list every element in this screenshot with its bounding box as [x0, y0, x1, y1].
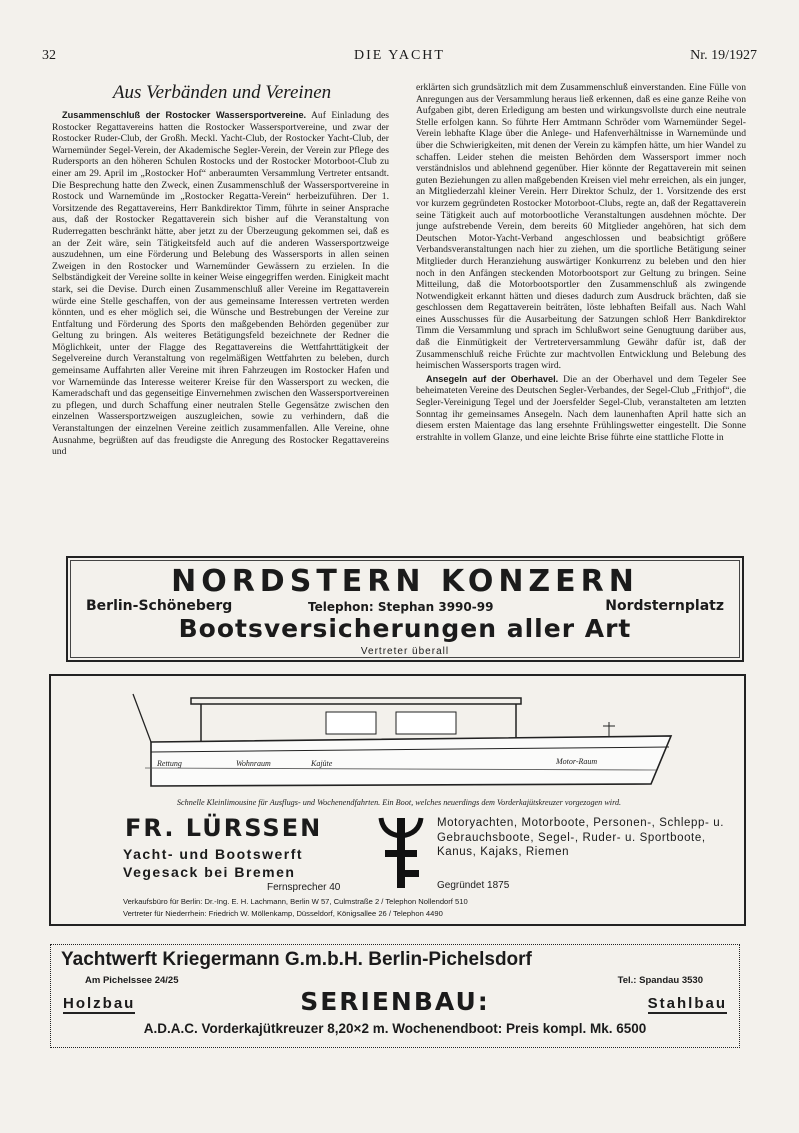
kriegermann-offer: A.D.A.C. Vorderkajütkreuzer 8,20×2 m. Wochenendboot: Preis kompl. Mk. 6500	[143, 1021, 647, 1036]
section-title: Aus Verbänden und Vereinen	[112, 82, 332, 103]
ad-luerssen	[49, 674, 746, 926]
drawing-label-4: Motor-Raum	[556, 757, 598, 766]
kriegermann-stahlbau: Stahlbau	[647, 995, 727, 1012]
page-number: 32	[42, 48, 56, 63]
kriegermann-holzbau: Holzbau	[63, 995, 136, 1012]
article-right-column	[416, 82, 746, 546]
ad-kriegermann	[50, 944, 740, 1048]
article-lead-heading: Zusammenschluß der Rostocker Wassersportvereine.	[62, 110, 307, 120]
motorboat-drawing	[131, 684, 691, 794]
kriegermann-address: Am Pichelssee 24/25	[85, 975, 179, 986]
luerssen-phone: Fernsprecher 40	[267, 882, 341, 893]
article-left-text: Auf Einladung des Rostocker Regattavereins hatten die Rostocker Wassersportvereine, und zwar der Rostocker Ruder-Club, der Großh. Meckl. Yacht-Club, der Rostocker Yacht-Club, der Warnemünder Segel-Verein, der Akademische Segler-Verein, der Verein zur Pflege des Rudersports an den höheren Schulen Rostocks und der Rostocker Motorboot-Club zu einer am 29. April im „Rostocker Hof“ anberaumten Versammlung Vertreter entsandt. Die Besprechung hatte den Zweck, einen Zusammenschluß der Wassersportvereine in Rostock und Warnemünde im „Rostocker Regatta-Verein“ herbeizuführen. Der 1. Vorsitzende des Regattavereins, Herr Bankdirektor Timm, führte in seiner Ansprache aus, daß der Rostocker Regattaverein sich bisher auf die Veranstaltung von Ruderregatten beschränkt hätte, aber jetzt zu der Überzeugung gekommen sei, daß es an der Zeit wäre, sein Tätigkeitsfeld auch auf die anderen Wassersportzweige auszudehnen, um eine Förderung und Belebung des Wassersports in allen seinen Zweigen in den Rostocker und Warnemünder Gewässern zu erzielen. In die Selbständigkeit der Vereine sollte in keiner Weise eingegriffen werden. Einigkeit macht stark, sei die Devise. Durch einen Zusammenschluß aller Vereine im Regattaverein würde eine Stelle geschaffen, von der aus gemeinsame Interessen vertreten werden könnten, und es eher möglich sei, die Wünsche und Bestrebungen der Vereine zur Entfaltung und Förderung des Sports den maßgebenden Behörden gegenüber zur Geltung zu bringen. Als weiteres Betätigungsfeld bezeichnete der Redner die Möglichkeit, unter der Flagge des Regattavereins die Wettfahrttätigkeit der Segelvereine durch Veranstaltung von regelmäßigen Wettfahrten zu beleben, durch gemeinsame Auffahrten aller Vereine mit ihren Fahrzeugen im Rostocker Hafen und vor Warnemünde das Interesse weiterer Kreise für den Wassersport zu wecken, die Kameradschaft und das gegenseitige Einvernehmen zwischen den Wassersportvereinen zu pflegen, und durch Schaffung einer neutralen Stelle Gegensätze zwischen den einzelnen Wassersportzweigen auszugleichen, sowie zu verhindern, daß die Veranstaltungen der einzelnen Vereine zeitlich zusammenfallen. Alle Vereine, ohne Ausnahme, begrüßten auf das freudigste die Anregung des Rostocker Regattavereins und	[52, 110, 389, 458]
article-right-text: erklärten sich grundsätzlich mit dem Zusammenschluß einverstanden. Eine Fülle von Anregungen aus der Versammlung heraus ließ erkennen, daß es eine ganze Reihe von Aufgaben gibt, deren Erledigung am besten und wirkungsvollste durch eine neutrale Stelle erfolgen kann. So führte Herr Amtmann Schröder vom Warnemünder Segel-Verein lebhafte Klage über die Anlege- und Hafenverhältnisse in Warnemünde und über die Schwierigkeiten, mit denen der Verein zu kämpfen hätte, um hier Wandel zu schaffen. Leider stehen die meisten Behörden dem Wassersport immer noch verständnislos und ablehnend gegenüber. Hier könnte der Regattaverein mit seinen guten Beziehungen zu allen maßgebenden Kreisen viel mehr erreichen, als ein junger, an Mitgliederzahl kleiner Verein. Herr Direktor Schulz, der 1. Vorsitzende des erst vor kurzem gegründeten Rostocker Motorboot-Clubs, regte an, daß der Regattaverein seine Tätigkeit auch auf motorbootliche Veranstaltungen ausdehnen möchte. Der junge aufstrebende Verein, dem bereits 60 Mitglieder angehören, hat sich dem Deutschen Motor-Yacht-Verband angeschlossen und beabsichtigt größere Verbandsveranstaltungen nach hier zu ziehen, um die sportliche Betätigung seiner Mitglieder durch Heranziehung auswärtiger Konkurrenz zu beleben und den hier noch in den Anfängen steckenden Motorbootsport zur Geltung zu bringen. Seine Mitteilung, daß die Motorbootsportler den Zusammenschluß als zwingende Notwendigkeit erkannt hätten und dieses dadurch zum Ausdruck brächten, daß sie geschlossen dem Regattaverein beiträten, löste lebhaften Beifall aus. Nach Wahl eines Ausschusses für die Ausarbeitung der Satzungen schloß Herr Bankdirektor Timm die Versammlung und sprach im Schlußwort seine Genugtuung darüber aus, daß die Einmütigkeit der Vertreterversammlung Gewähr dafür ist, daß der Zusammenschluß reiche Früchte zur machtvollen Entwicklung und Belebung des heimischen Wassersports tragen wird.	[416, 82, 746, 372]
luerssen-tagline-1: Yacht- und Bootswerft	[123, 846, 304, 862]
luerssen-founded: Gegründet 1875	[437, 880, 510, 891]
article-left-column	[52, 110, 389, 546]
luerssen-logo	[377, 814, 425, 894]
nordstern-phone: Telephon: Stephan 3990-99	[308, 600, 494, 614]
nordstern-agents: Vertreter überall	[360, 646, 450, 657]
drawing-label-1: Rettung	[157, 759, 182, 768]
nordstern-place: Nordsternplatz	[605, 598, 724, 614]
article-right-text-2: Die an der Oberhavel und dem Tegeler See beheimateten Vereine des Deutschen Segler-Verbandes, der Segel-Club „Frithjof“, die Segler-Vereinigung Tegel und der Joersfelder Segel-Club, veranstalteten am letzten Sonntag ihr gemeinsames Ansegeln. Nach dem launenhaften April hatte sich an diesem ersten Maientage das lang ersehnte Frühlingswetter eingestellt. Die Sonne erstrahlte in vollem Glanze, und eine leichte Brise führte eine stattliche Flotte in	[416, 373, 746, 443]
ad-nordstern	[66, 556, 744, 662]
journal-title: DIE YACHT	[354, 48, 445, 63]
drawing-label-3: Kajüte	[311, 759, 333, 768]
kriegermann-serienbau: SERIENBAU:	[300, 987, 490, 1016]
luerssen-company: FR. LÜRSSEN	[125, 814, 323, 842]
article-lead-heading-2: Ansegeln auf der Oberhavel.	[426, 373, 559, 384]
kriegermann-phone: Tel.: Spandau 3530	[617, 975, 703, 986]
luerssen-products: Motoryachten, Motorboote, Personen-, Schlepp- u. Gebrauchsboote, Segel-, Ruder- u. Sportboote, Kanus, Kajaks, Riemen	[437, 817, 725, 858]
kriegermann-name: Yachtwerft Kriegermann G.m.b.H. Berlin-Pichelsdorf	[61, 949, 532, 970]
drawing-caption: Schnelle Kleinlimousine für Ausflugs- und Wochenendfahrten. Ein Boot, welches neuerdings dem Vorderkajütskreuzer vorgezogen wird.	[176, 798, 622, 807]
luerssen-agent: Vertreter für Niederrhein: Friedrich W. Möllenkamp, Düsseldorf, Königsallee 26 / Telephon 4490	[123, 909, 443, 918]
luerssen-tagline-2: Vegesack bei Bremen	[123, 864, 296, 880]
drawing-label-2: Wohnraum	[236, 759, 271, 768]
nordstern-name: NORDSTERN KONZERN	[171, 564, 639, 599]
nordstern-slogan: Bootsversicherungen aller Art	[178, 614, 632, 643]
luerssen-sales-office: Verkaufsbüro für Berlin: Dr.-Ing. E. H. Lachmann, Berlin W 57, Culmstraße 2 / Telephon Nollendorf 510	[123, 897, 468, 906]
nordstern-city: Berlin-Schöneberg	[86, 598, 233, 614]
issue-number: Nr. 19/1927	[690, 48, 757, 63]
